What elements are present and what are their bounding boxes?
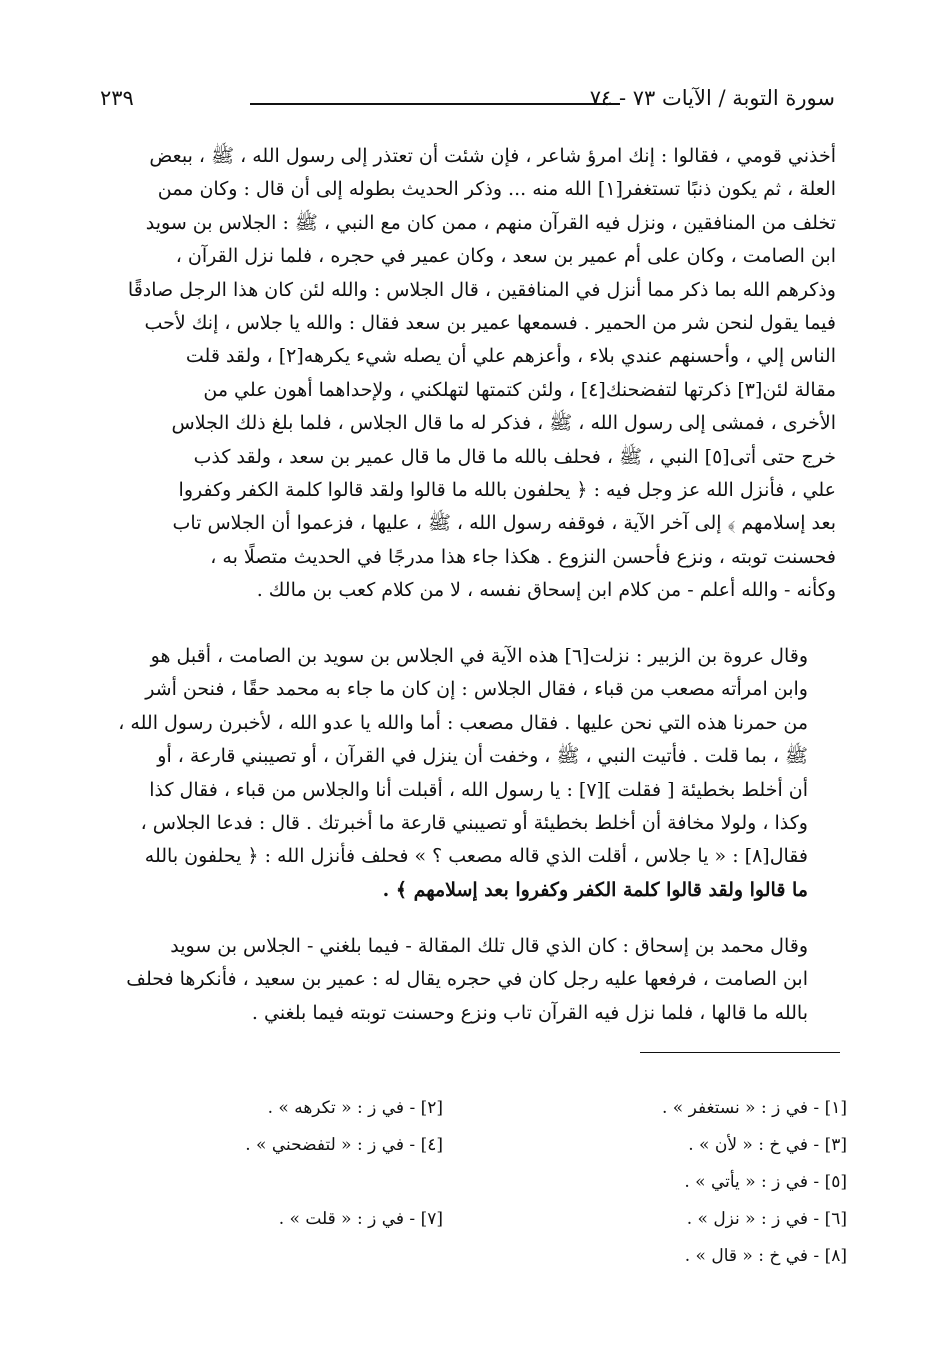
text-line: بالله ما قالها ، فلما نزل فيه القرآن تاب ونزع وحسنت توبته فيما بلغني . [251, 1001, 808, 1024]
text-line: وكأنه - والله أعلم - من كلام ابن إسحاق نفسه ، لا من كلام كعب بن مالك . [256, 579, 836, 602]
footnote-7: [٧] - في ز : « قلت » . [278, 1209, 443, 1229]
footnote-4: [٤] - في ز : « لتفضحني » . [245, 1135, 443, 1155]
text-line: بعد إسلامهم ﴾ إلى آخر الآية ، فوقفه رسول الله ، ﷺ ، عليها ، فزعموا أن الجلاس تاب [172, 512, 836, 535]
text-line: تخلف من المنافقين ، ونزل فيه القرآن منهم ، ممن كان مع النبي ، ﷺ : الجلاس بن سويد [145, 211, 836, 234]
paragraph-3 [96, 930, 836, 1030]
footnote-2: [٢] - في ز : « تكرهه » . [267, 1098, 443, 1118]
text-line: الناس إلي ، وأحسنهم عندي بلاء ، وأعزهم علي أن يصله شيء يكرهه[٢] ، ولقد قلت [185, 345, 836, 368]
text-line: مقالة لئن[٣] ذكرتها لتفضحنك[٤] ، ولئن كتمتها لتهلكني ، ولإحداهما أهون علي من [203, 378, 836, 401]
text-line: فحسنت توبته ، ونزع فأحسن النزوع . هكذا جاء هذا مدرجًا في الحديث متصلًا به ، [210, 545, 836, 568]
text-line: وذكرهم الله بما ذكر مما أنزل في المنافقين ، قال الجلاس : والله لئن كان هذا الرجل صادقًا [127, 278, 836, 301]
text-line: أخذني قومي ، فقالوا : إنك امرؤ شاعر ، فإن شئت أن تعتذر إلى رسول الله ، ﷺ ، ببعض [149, 145, 836, 167]
text-line: ابن الصامت ، فرفعها عليه رجل كان في حجره يقال له : عمير بن سعيد ، فأنكرها فحلف [126, 968, 808, 991]
text-line: الأخرى ، فمشى إلى رسول الله ، ﷺ ، فذكر له ما قال الجلاس ، فلما بلغ ذلك الجلاس [171, 412, 836, 435]
text-line: وقال محمد بن إسحاق : كان الذي قال تلك المقالة - فيما بلغني - الجلاس بن سويد [170, 935, 808, 957]
footnote-1: [١] - في ز : « نستغفر » . [661, 1098, 847, 1118]
text-line: وكذا ، ولولا مخافة أن أخلط بخطيئة أو تصيبني قارعة ما أخبرتك . قال : فدعا الجلاس ، [140, 812, 808, 835]
running-title: سورة التوبة / الآيات ٧٣ - ٧٤ [589, 86, 835, 110]
text-line: فيما يقول لنحن شر من الحمير . فسمعها عمير بن سعد فقال : والله يا جلاس ، إنك لأحب [144, 312, 836, 335]
text-line: علي ، فأنزل الله عز وجل فيه : ﴿ يحلفون بالله ما قالوا ولقد قالوا كلمة الكفر وكفروا [178, 479, 836, 502]
text-line: خرج حتى أتى[٥] النبي ، ﷺ ، فحلف بالله ما قال ما قال عمير بن سعد ، ولقد كذب [193, 445, 836, 468]
footnote-5: [٥] - في ز : « يأتي » . [684, 1172, 847, 1192]
text-line: ما قالوا ولقد قالوا كلمة الكفر وكفروا بعد إسلامهم ﴾ . [382, 878, 808, 901]
text-line: العلة ، ثم يكون ذنبًا تستغفر[١] الله منه ... وذكر الحديث بطوله إلى أن قال : وكان ممن [157, 178, 836, 201]
footnote-3: [٣] - في خ : « لأن » . [688, 1135, 847, 1155]
footnote-6: [٦] - في ز : « نزل » . [686, 1209, 847, 1229]
text-line: من حمرنا هذه التي نحن عليها . فقال مصعب : أما والله يا عدو الله ، لأخبرن رسول الله ، [118, 711, 808, 734]
header-rule [250, 103, 620, 105]
text-line: فقال[٨] : « يا جلاس ، أقلت الذي قاله مصعب ؟ » فحلف فأنزل الله : ﴿ يحلفون بالله [144, 845, 808, 868]
text-line: وقال عروة بن الزبير : نزلت[٦] هذه الآية في الجلاس بن سويد بن الصامت ، أقبل هو [150, 645, 808, 667]
text-line: ﷺ ، بما قلت . فأتيت النبي ، ﷺ ، وخفت أن ينزل في القرآن ، أو تصيبني قارعة ، أو [157, 745, 808, 768]
text-line: وابن امرأته مصعب من قباء ، فقال الجلاس : إن كان ما جاء به محمد حقًا ، فنحن أشر [145, 678, 808, 701]
page-header [100, 84, 835, 120]
footnote-8: [٨] - في خ : « قال » . [684, 1246, 847, 1266]
paragraph-2 [96, 640, 836, 907]
paragraph-1 [96, 140, 836, 608]
text-line: ابن الصامت ، وكان على أم عمير بن سعد ، وكان عمير في حجره ، فلما نزل القرآن ، [175, 245, 836, 268]
page-number: ٢٣٩ [100, 86, 134, 110]
footnote-rule [640, 1052, 840, 1053]
text-line: أن أخلط بخطيئة [ فقلت ][٧] : يا رسول الله ، أقبلت أنا والجلاس من قباء ، فقال كذا [149, 778, 808, 801]
